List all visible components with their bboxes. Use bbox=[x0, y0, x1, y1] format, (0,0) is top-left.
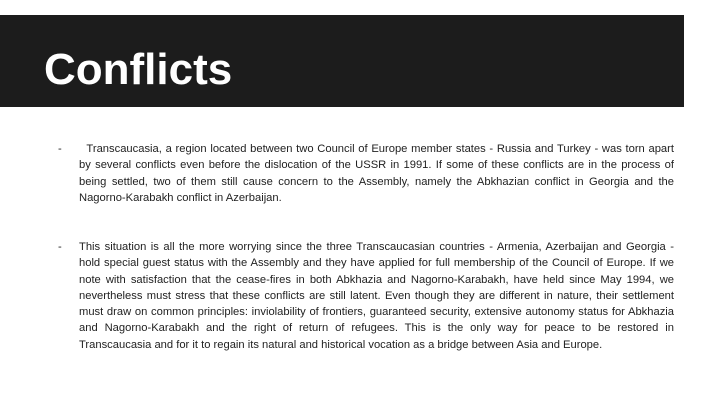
bullet-marker: - bbox=[58, 241, 62, 253]
bullet-item-1 bbox=[58, 141, 674, 206]
bullet-marker: - bbox=[58, 143, 62, 155]
bullet-text: This situation is all the more worrying since the three Transcaucasian countries - Armenia, Azerbaijan and Georgia - hold special guest status with the Assembly and they have applied for full membership of the Council of Europe. If we note with satisfaction that the cease-fires in both Abkhazia and Nagorno-Karabakh, have held since May 1994, we nevertheless must stress that these conflicts are still latent. Even though they are different in nature, their settlement must draw on common principles: inviolability of frontiers, guaranteed security, extensive autonomy status for Abkhazia and Nagorno-Karabakh and the right of return of refugees. This is the only way for peace to be restored in Transcaucasia and for it to regain its natural and historical vocation as a bridge between Asia and Europe. bbox=[79, 241, 674, 351]
bullet-item-2 bbox=[58, 239, 674, 353]
bullet-text: Transcaucasia, a region located between two Council of Europe member states - Russia and Turkey - was torn apart by several conflicts even before the dislocation of the USSR in 1991. If some of these conflicts are in the process of being settled, two of them still cause concern to the Assembly, namely the Abkhazian conflict in Georgia and the Nagorno-Karabakh conflict in Azerbaijan. bbox=[79, 143, 674, 204]
slide-title: Conflicts bbox=[44, 45, 233, 94]
